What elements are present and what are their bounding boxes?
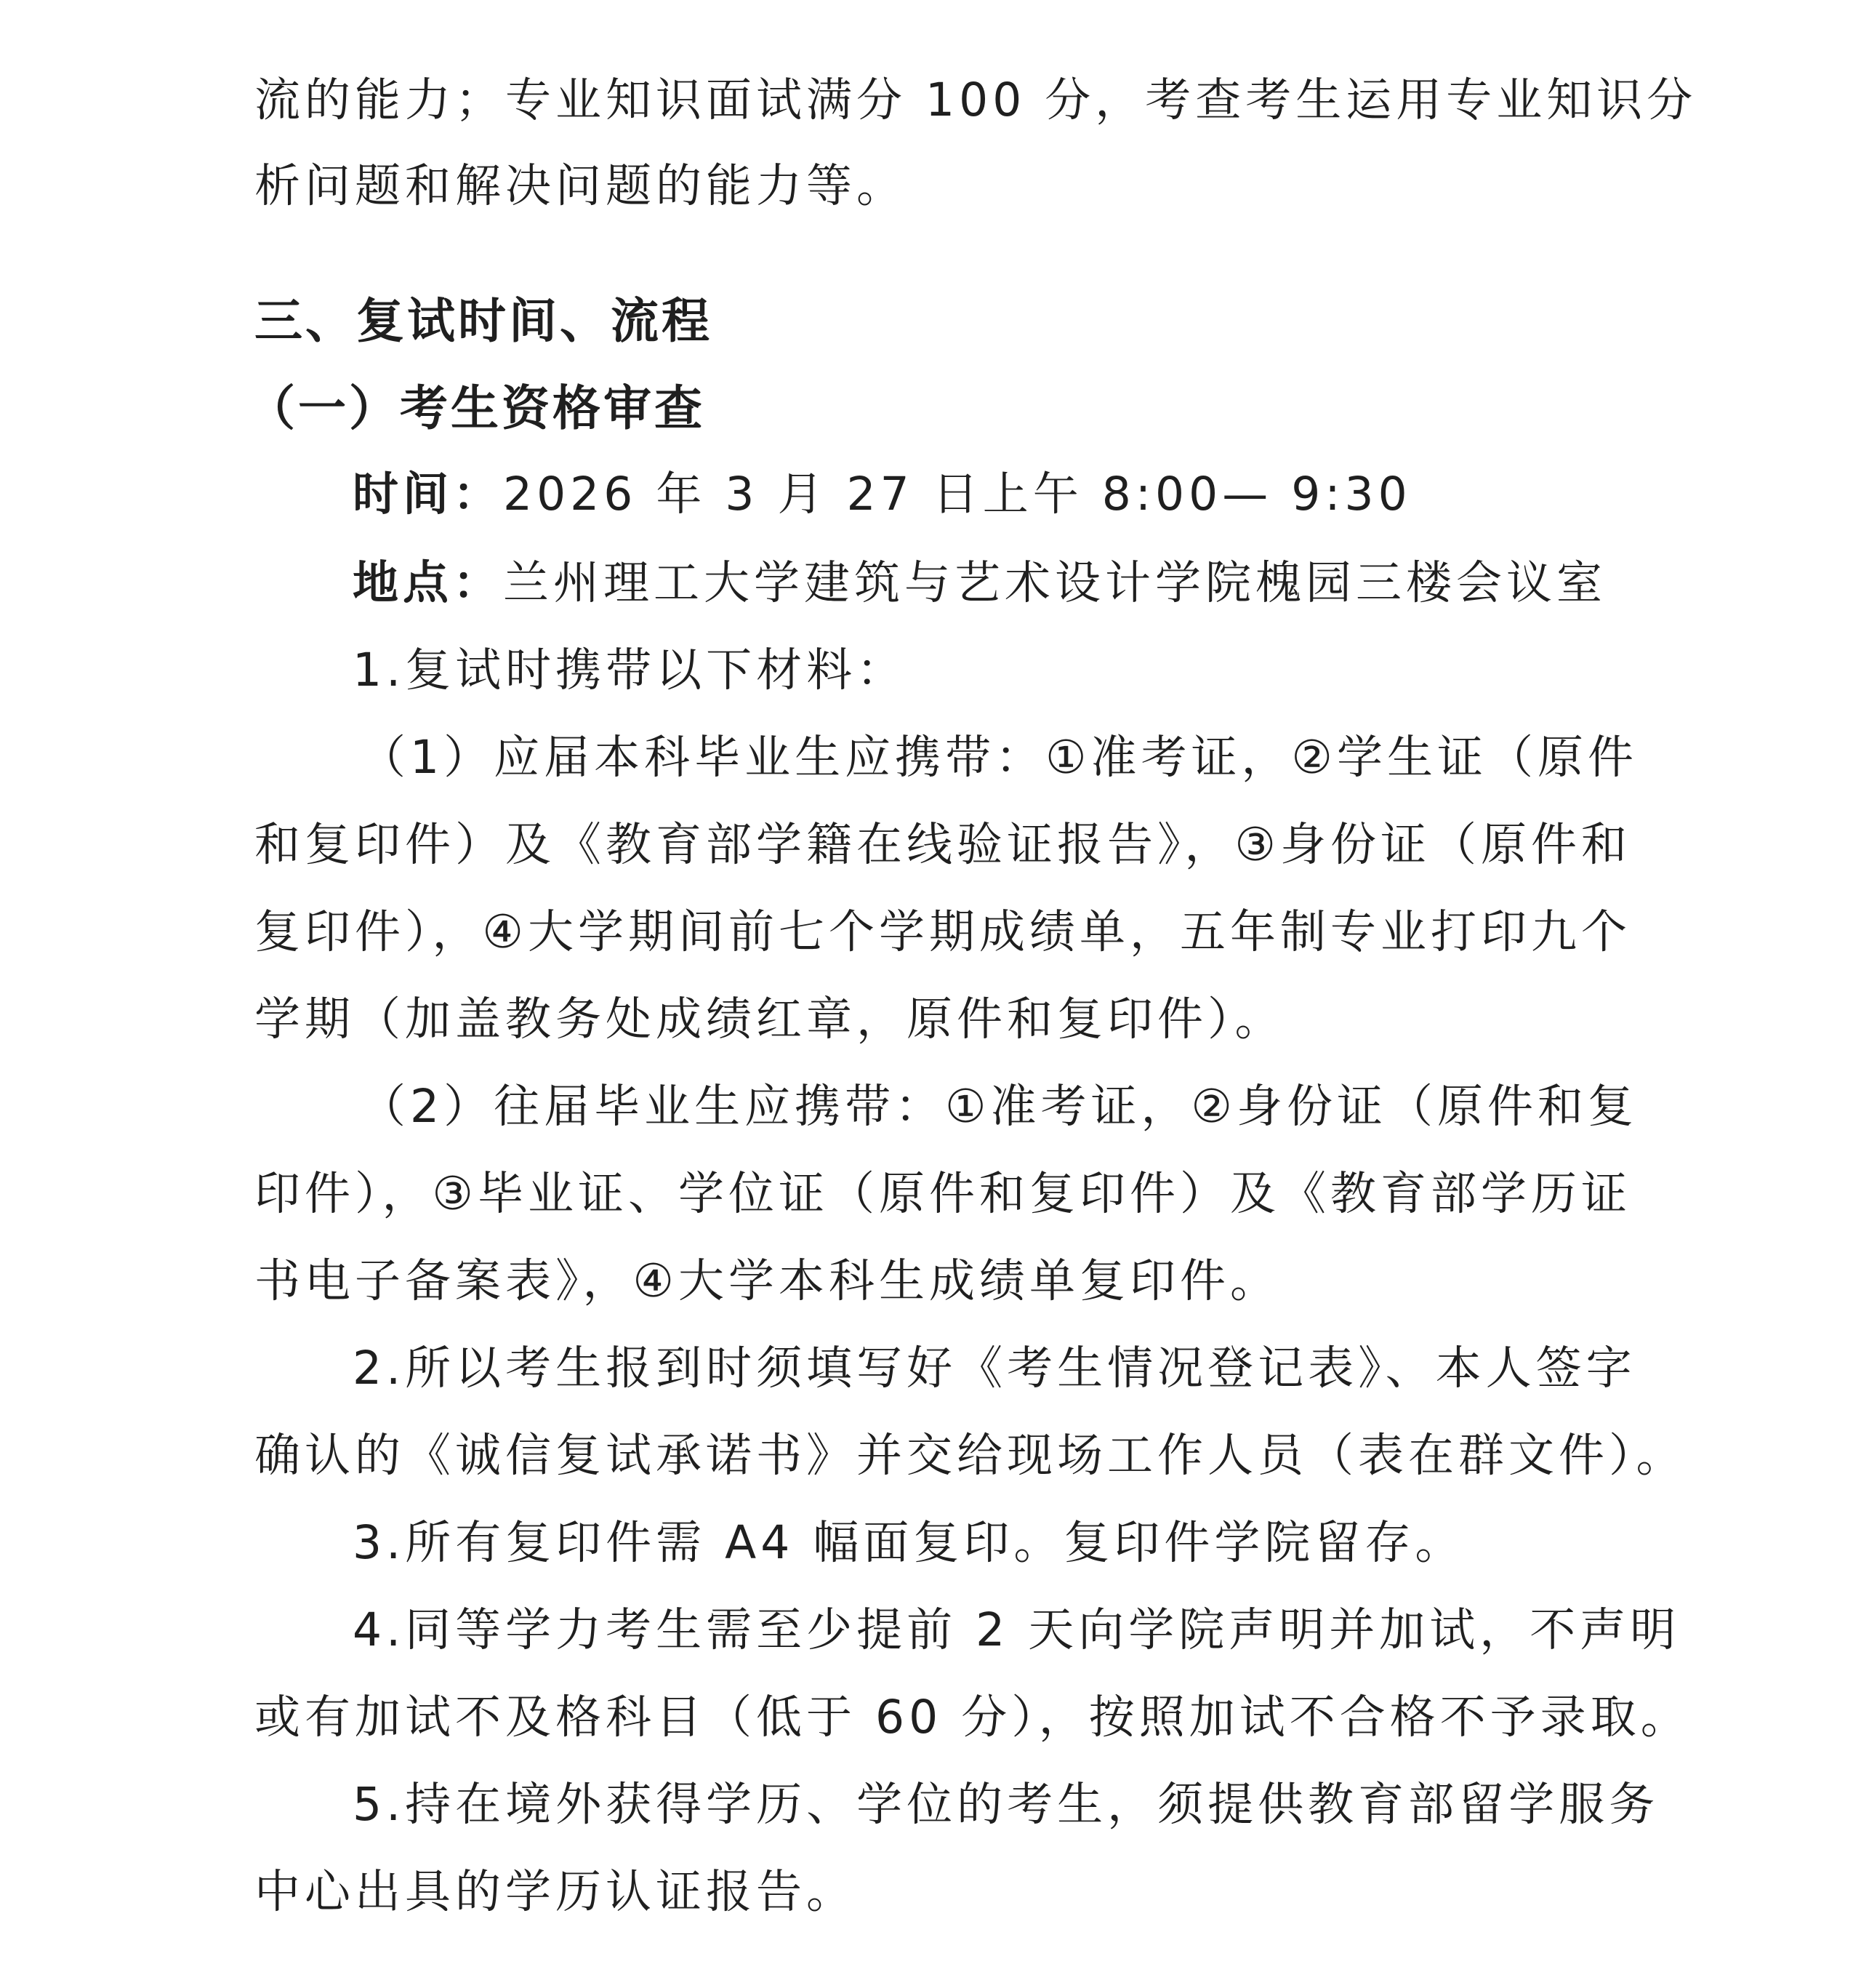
paragraph-line: 析问题和解决问题的能力等。 — [254, 159, 907, 212]
paragraph-line: 中心出具的学历认证报告。 — [254, 1865, 856, 1918]
paragraph-line: 书电子备案表》，④大学本科生成绩单复印件。 — [254, 1254, 1280, 1307]
subsection-heading: （一）考生资格审查 — [247, 380, 705, 436]
location-value: 兰州理工大学建筑与艺术设计学院槐园三楼会议室 — [503, 556, 1607, 609]
paragraph-line: 3.所有复印件需 A4 幅面复印。复印件学院留存。 — [353, 1516, 1466, 1569]
paragraph-line: 复印件），④大学期间前七个学期成绩单，五年制专业打印九个 — [254, 905, 1631, 958]
paragraph-line: 确认的《诚信复试承诺书》并交给现场工作人员（表在群文件）。 — [254, 1429, 1687, 1482]
paragraph-line: （2）往届毕业生应携带：①准考证，②身份证（原件和复 — [360, 1080, 1639, 1133]
paragraph-line: 学期（加盖教务处成绩红章，原件和复印件）。 — [254, 993, 1285, 1046]
paragraph-line: 或有加试不及格科目（低于 60 分），按照加试不合格不予录取。 — [254, 1691, 1691, 1744]
paragraph-line: 4.同等学力考生需至少提前 2 天向学院声明并加试，不声明 — [353, 1603, 1681, 1656]
paragraph-line: 和复印件）及《教育部学籍在线验证报告》，③身份证（原件和 — [254, 818, 1631, 871]
paragraph-line: 1.复试时携带以下材料： — [353, 644, 907, 697]
paragraph-line: （1）应届本科毕业生应携带：①准考证，②学生证（原件 — [360, 731, 1639, 784]
section-heading: 三、复试时间、流程 — [254, 293, 712, 349]
time-row — [353, 465, 1412, 524]
paragraph-line: 2.所以考生报到时须填写好《考生情况登记表》、本人签字 — [353, 1342, 1636, 1395]
location-label: 地点： — [353, 556, 503, 609]
time-label: 时间： — [353, 468, 503, 521]
location-row — [353, 554, 1607, 612]
time-value: 2026 年 3 月 27 日上午 8:00— 9:30 — [503, 468, 1412, 521]
paragraph-line: 5.持在境外获得学历、学位的考生，须提供教育部留学服务 — [353, 1778, 1660, 1831]
paragraph-line: 印件），③毕业证、学位证（原件和复印件）及《教育部学历证 — [254, 1167, 1631, 1220]
paragraph-line: 流的能力；专业知识面试满分 100 分，考查考生运用专业知识分 — [254, 73, 1697, 127]
